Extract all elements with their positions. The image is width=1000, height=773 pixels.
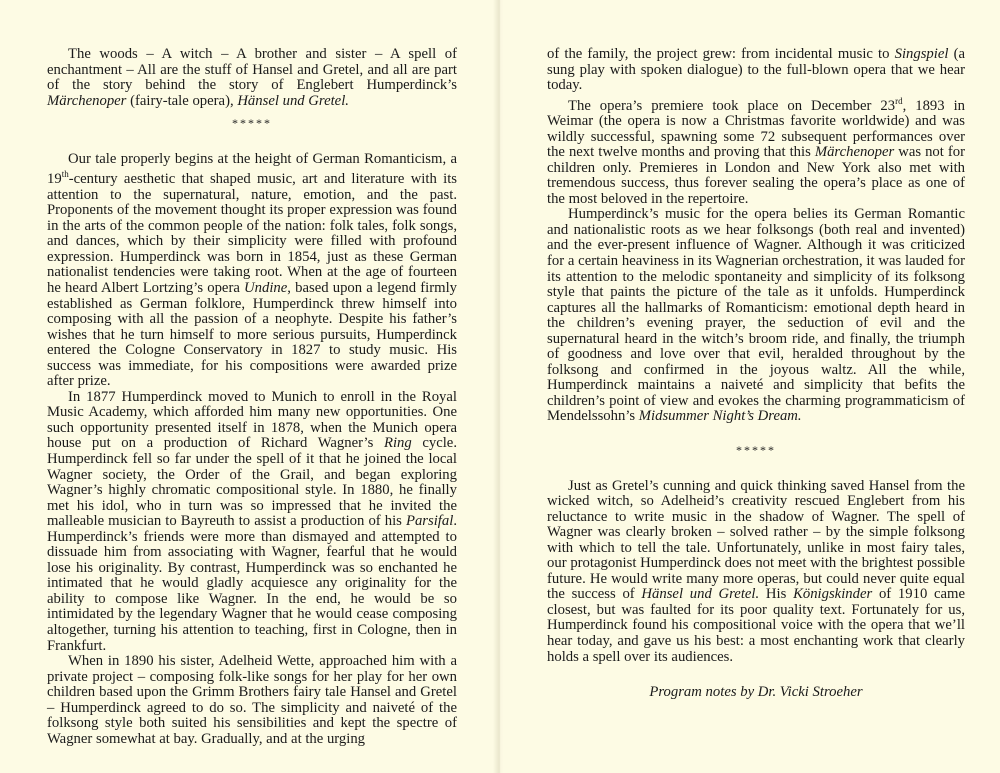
music-paragraph (547, 207, 965, 425)
wette-paragraph: When in 1890 his sister, Adelheid Wette, approached him with a private project – composing folk-like songs for her play for her own children based upon the Grimm Brothers fairy tale Hansel and Gretel – Humperdinck agreed to do so. The simplicity and naiveté of the folksong style both suited his sensibilities and kept the spectre of Wagner somewhat at bay. Gradually, and at the urging (47, 653, 457, 747)
superscript: th (61, 169, 69, 180)
section-divider: ***** (232, 116, 272, 131)
paragraph-text: In 1877 Humperdinck moved to Munich to enroll in the Royal Music Academy, which afforded him many new opportunities. One such opportunity presented itself in 1878, when the Munich opera house put on a production of Richard Wagner’s (47, 388, 457, 452)
right-page (503, 0, 1000, 773)
italic-parsifal: Parsifal (405, 513, 454, 530)
intro-text-2: (fairy-tale opera), (126, 92, 238, 109)
paragraph-text: of 1910 came closest, but was faulted for its poor quality text. Fortunately for us, Humperdinck found his compositional voice with the opera that we’ll hear today, and gave us his best: a most enchanting work that clearly holds a spell over its audiences. (547, 586, 966, 665)
paragraph-text: was not for children only. Premieres in London and New York also met with tremendous success, thus forever sealing the opera’s place as one of the most beloved in the repertoire. (547, 144, 965, 207)
italic-marchenoper: Märchenoper (814, 144, 895, 161)
paragraph-text: , 1893 in Weimar (the opera is now a Christmas favorite worldwide) and was wildly successful, spawning some 72 subsequent performances over the next twelve months and proving that this (547, 97, 965, 161)
italic-ring: Ring (383, 435, 412, 452)
premiere-paragraph (547, 94, 965, 208)
superscript: rd (895, 95, 903, 106)
romanticism-paragraph (47, 152, 457, 390)
section-divider: ***** (736, 443, 776, 458)
conclusion-paragraph (547, 479, 965, 666)
italic-undine: Undine (244, 280, 288, 296)
paragraph-text: His (759, 586, 794, 603)
paragraph-text: Humperdinck’s music for the opera belies its German Romantic and nationalistic roots as we hear folksongs (both real and invented) and the ever-present influence of Wagner. Although it was criticized for a certain heaviness in its Wagnerian orchestration, it was lauded for its attention to the melodic spontaneity and simplicity of its folksong style that paints the picture of the tale as it unfolds. Humperdinck captures all the hallmarks of Romanticism: emotional depth heard in the children’s evening prayer, the seduction of evil and the supernatural heard in the witch’s broom ride, and finally, the triumph of goodness and love over that evil, heralded throughout by the folksong and confirmed in the joyous waltz. All the while, Humperdinck maintains a naiveté and simplicity that befits the children’s point of view and evokes the charming programmaticism of Mendelssohn’s (547, 206, 965, 425)
italic-konigskinder: Königskinder (793, 586, 873, 603)
author-credit: Program notes by Dr. Vicki Stroeher (649, 684, 863, 701)
paragraph-text: , based upon a legend firmly established as German folklore, Humperdinck threw himself into composing with all the passion of a neophyte. Despite his father’s wishes that he turn himself to more serious pursuits, Humperdinck entered the Cologne Conservatory in 1827 to study music. His success was immediate, for his compositions were awarded prize after prize. (47, 280, 457, 390)
left-page (0, 0, 497, 773)
paragraph-text: Just as Gretel’s cunning and quick thinking saved Hansel from the wicked witch, so Adelheid’s creativity rescued Englebert from his reluctance to write music in the shadow of Wagner. The spell of Wagner was clearly broken – solved rather – by the simple folksong with which to tell the tale. Unfortunately, unlike in most fairy tales, our protagonist Humperdinck does not meet with the brightest possible future. He would write many more operas, but could never quite equal the success of (547, 477, 965, 603)
paragraph-text: cycle. Humperdinck fell so far under the spell of it that he joined the local Wagner society, the Order of the Grail, and began exploring Wagner’s highly chromatic compositional style. In 1880, he finally met his idol, who in turn was so impressed that he invited the malleable musician to Bayreuth to assist a production of his (47, 435, 457, 530)
paragraph-text: -century aesthetic that shaped music, art and literature with its attention to the supernatural, nature, emotion, and the past. Proponents of the movement thought its proper expression was found in the arts of the common people of the nation: folk tales, folk songs, and dances, which by their simplicity were filled with profound expression. Humperdinck was born in 1854, just as these German nationalist tendencies were taking root. When at the age of fourteen he heard Albert Lortzing’s opera (47, 171, 457, 296)
intro-paragraph (47, 47, 457, 109)
intro-text: The woods – A witch – A brother and sister – A spell of enchantment – All are the stuff of Hansel and Gretel, and all are part of the story behind the story of Englebert Humperdinck’s (47, 46, 457, 94)
family-paragraph (547, 47, 965, 94)
italic-singspiel: Singspiel (894, 46, 949, 62)
paragraph-text: The opera’s premiere took place on December 23 (568, 97, 896, 114)
munich-paragraph (47, 390, 457, 654)
intro-italic-title: Hänsel und Gretel. (237, 92, 349, 109)
left-column (47, 47, 457, 747)
paragraph-text: (a sung play with spoken dialogue) to the full-blown opera that we hear today. (547, 46, 965, 94)
italic-title: Hänsel und Gretel. (641, 586, 760, 603)
italic-midsummer: Midsummer Night’s Dream. (638, 408, 802, 425)
paragraph-text: . Humperdinck’s friends were more than dismayed and attempted to dissuade him from associating with Wagner, fearful that he would lose his originality. By contrast, Humperdinck was so enchanted he intimated that he would gladly acquiesce any originality for the ability to compose like Wagner. In the end, he would be so intimidated by the legendary Wagner that he would cease composing altogether, turning his attention to teaching, first in Cologne, then in Frankfurt. (47, 513, 457, 654)
intro-italic-marchenoper: Märchenoper (47, 92, 127, 109)
right-column (547, 47, 965, 701)
paragraph-text: of the family, the project grew: from incidental music to (547, 46, 895, 62)
paragraph-text: Our tale properly begins at the height of German Romanticism, a 19 (47, 150, 457, 188)
